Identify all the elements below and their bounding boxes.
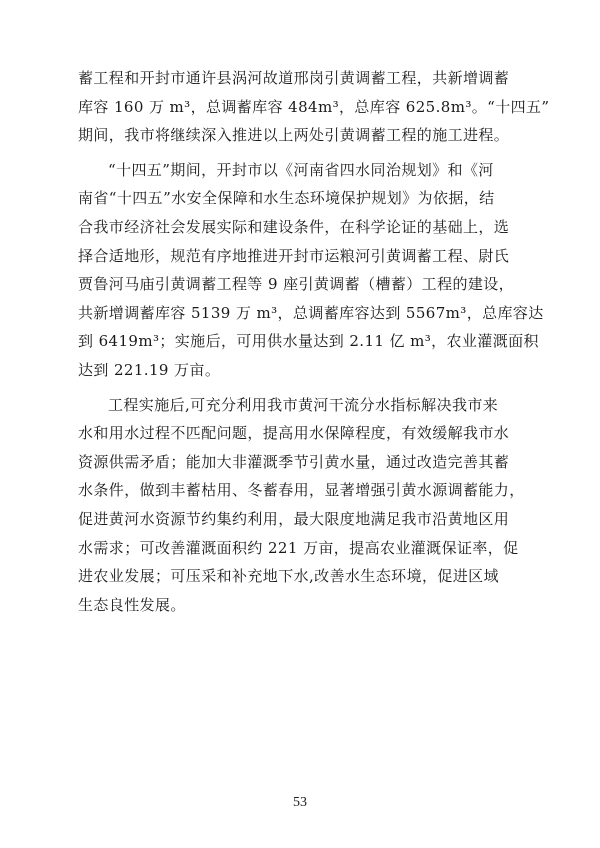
text-line: 水条件，做到丰蓄枯用、冬蓄春用，显著增强引黄水源调蓄能力， [78, 481, 525, 500]
text-line: 择合适地形，规范有序地推进开封市运粮河引黄调蓄工程、尉氏 [78, 246, 510, 265]
text-line: 水和用水过程不匹配问题，提高用水保障程度，有效缓解我市水 [78, 424, 510, 443]
text-line: “十四五”期间，开封市以《河南省四水同治规划》和《河 [108, 160, 494, 179]
text-line: 到 6419m³；实施后，可用供水量达到 2.11 亿 m³，农业灌溉面积 [78, 332, 539, 351]
paragraph-2 [78, 156, 544, 385]
text-line: 促进黄河水资源节约集约利用，最大限度地满足我市沿黄地区用 [78, 509, 510, 528]
text-line: 水需求；可改善灌溉面积约 221 万亩，提高农业灌溉保证率，促 [78, 538, 519, 557]
document-body [78, 64, 550, 625]
text-line: 达到 221.19 万亩。 [78, 360, 221, 379]
text-line: 资源供需矛盾；能加大非灌溉季节引黄水量，通过改造完善其蓄 [78, 452, 510, 471]
paragraph-3 [78, 391, 525, 620]
text-line: 合我市经济社会发展实际和建设条件，在科学论证的基础上，选 [78, 217, 510, 236]
paragraph-1 [78, 64, 550, 150]
text-line: 蓄工程和开封市通许县涡河故道邢岗引黄调蓄工程，共新增调蓄 [78, 69, 510, 87]
text-line: 工程实施后,可充分利用我市黄河干流分水指标解决我市来 [108, 395, 499, 414]
text-line: 南省“十四五”水安全保障和水生态环境保护规划》为依据，结 [78, 189, 495, 208]
text-line: 期间，我市将继续深入推进以上两处引黄调蓄工程的施工进程。 [78, 126, 510, 145]
text-line: 共新增调蓄库容 5139 万 m³，总调蓄库容达到 5567m³，总库容达 [78, 303, 544, 322]
page-number: 53 [293, 795, 307, 810]
text-line: 库容 160 万 m³，总调蓄库容 484m³，总库容 625.8m³。“十四五” [78, 97, 550, 116]
text-line: 贾鲁河马庙引黄调蓄工程等 9 座引黄调蓄（槽蓄）工程的建设， [78, 275, 515, 294]
text-line: 生态良性发展。 [78, 595, 186, 614]
text-line: 进农业发展；可压采和补充地下水,改善水生态环境，促进区域 [78, 567, 499, 586]
